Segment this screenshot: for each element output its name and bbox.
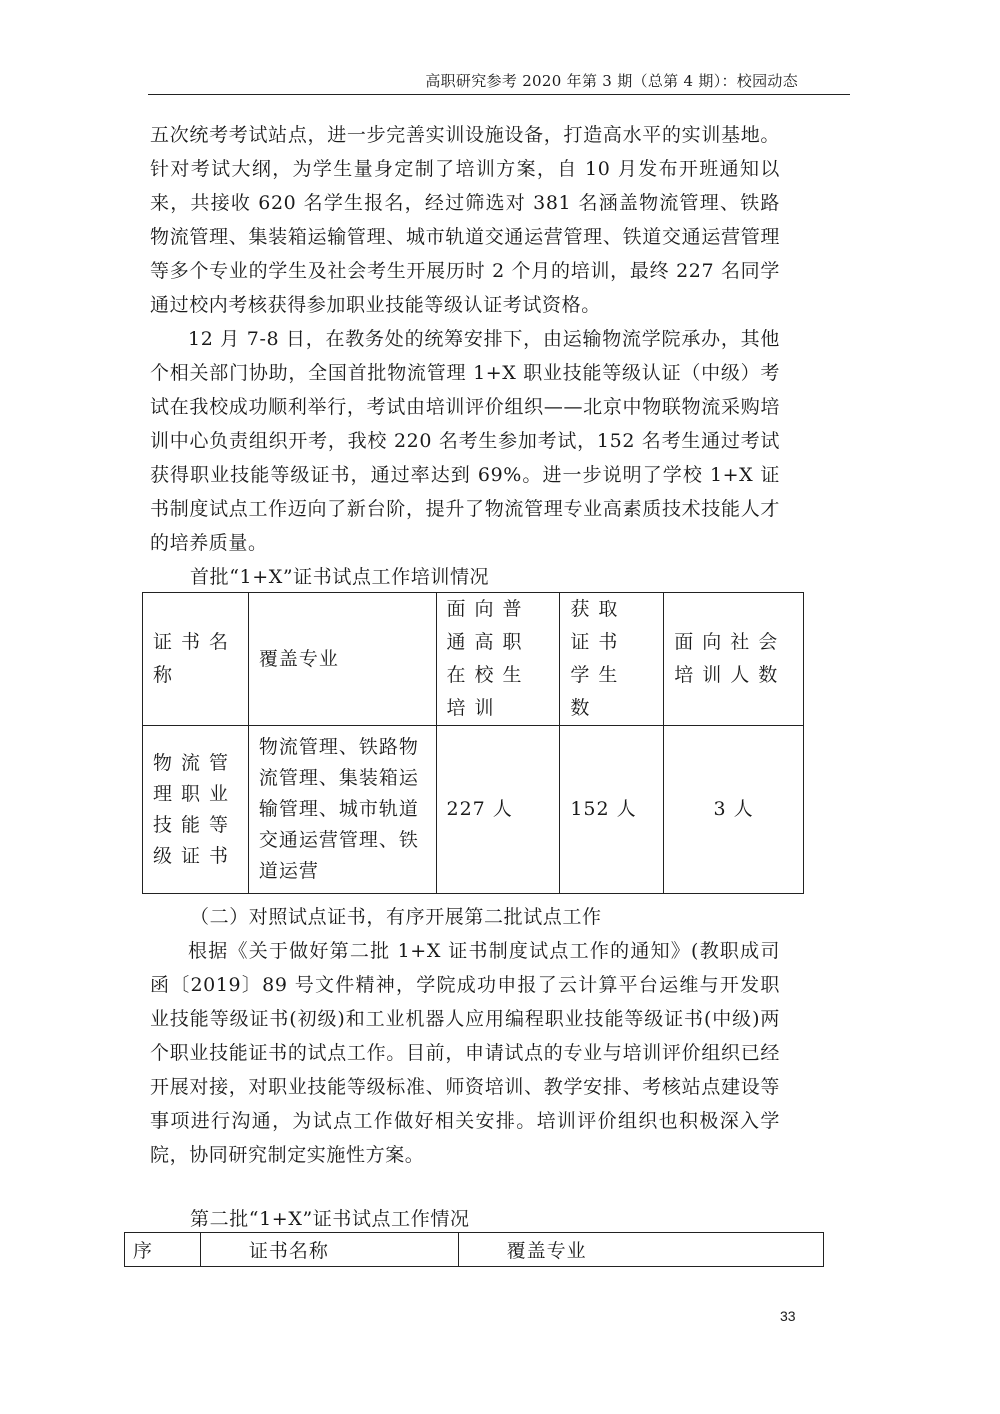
table2-header-cell: 证书名称 xyxy=(200,1233,458,1267)
page-number: 33 xyxy=(780,1308,796,1324)
table2-header-cell: 序 xyxy=(125,1233,201,1267)
table1-cell: 物流管理职业技能等级证书 xyxy=(143,726,249,894)
table1-header-cell: 证书名称 xyxy=(143,593,249,726)
table-second-batch xyxy=(124,1232,824,1267)
page-header xyxy=(148,60,850,95)
section-heading: （二）对照试点证书，有序开展第二批试点工作 xyxy=(190,906,602,928)
table1-header-row xyxy=(143,593,804,726)
table2-header-row xyxy=(125,1233,824,1267)
paragraph-3: 根据《关于做好第二批 1+X 证书制度试点工作的通知》(教职成司函〔2019〕89 号文件精神，学院成功申报了云计算平台运维与开发职业技能等级证书(初级)和工业机器人应用编程职业技能等级证书(中级)两个职业技能证书的试点工作。目前，申请试点的专业与培训评价组织已经开展对接，对职业技能等级标准、师资培训、教学安排、考核站点建设等事项进行沟通，为试点工作做好相关安排。培训评价组织也积极深入学院，协同研究制定实施性方案。 xyxy=(150,940,780,1166)
body-text-bottom xyxy=(150,934,780,1172)
table1-header-cell: 面向社会培训人数 xyxy=(664,593,804,726)
table1-header-cell: 面向普通高职在校生培训 xyxy=(436,593,560,726)
header-text: 高职研究参考 2020 年第 3 期（总第 4 期）：校园动态 xyxy=(425,72,798,90)
table2-header-cell: 覆盖专业 xyxy=(458,1233,823,1267)
paragraph-2: 12 月 7-8 日，在教务处的统筹安排下，由运输物流学院承办，其他个相关部门协助，全国首批物流管理 1+X 职业技能等级认证（中级）考试在我校成功顺利举行，考试由培训评价组织——北京中物联物流采购培训中心负责组织开考，我校 220 名考生参加考试，152 名考生通过考试获得职业技能等级证书，通过率达到 69%。进一步说明了学校 1+X 证书制度试点工作迈向了新台阶，提升了物流管理专业高素质技术技能人才的培养质量。 xyxy=(150,328,780,554)
table1-cell: 152 人 xyxy=(560,726,664,894)
table1-header-cell: 覆盖专业 xyxy=(248,593,436,726)
table-row xyxy=(143,726,804,894)
paragraph-1: 五次统考考试站点，进一步完善实训设施设备，打造高水平的实训基地。针对考试大纲，为学生量身定制了培训方案，自 10 月发布开班通知以来，共接收 620 名学生报名，经过筛选对 381 名涵盖物流管理、铁路物流管理、集装箱运输管理、城市轨道交通运营管理、铁道交通运营管理等多个专业的学生及社会考生开展历时 2 个月的培训，最终 227 名同学通过校内考核获得参加职业技能等级认证考试资格。 xyxy=(150,124,780,316)
table1-header-cell: 获取证书学生数 xyxy=(560,593,664,726)
body-text-top xyxy=(150,118,780,560)
table1-cell: 物流管理、铁路物流管理、集装箱运输管理、城市轨道交通运营管理、铁道运营 xyxy=(248,726,436,894)
table1-caption: 首批“1+X”证书试点工作培训情况 xyxy=(190,566,490,588)
table-first-batch xyxy=(142,592,804,894)
table1-cell: 3 人 xyxy=(664,726,804,894)
table1-cell: 227 人 xyxy=(436,726,560,894)
table2-caption: 第二批“1+X”证书试点工作情况 xyxy=(190,1208,470,1230)
